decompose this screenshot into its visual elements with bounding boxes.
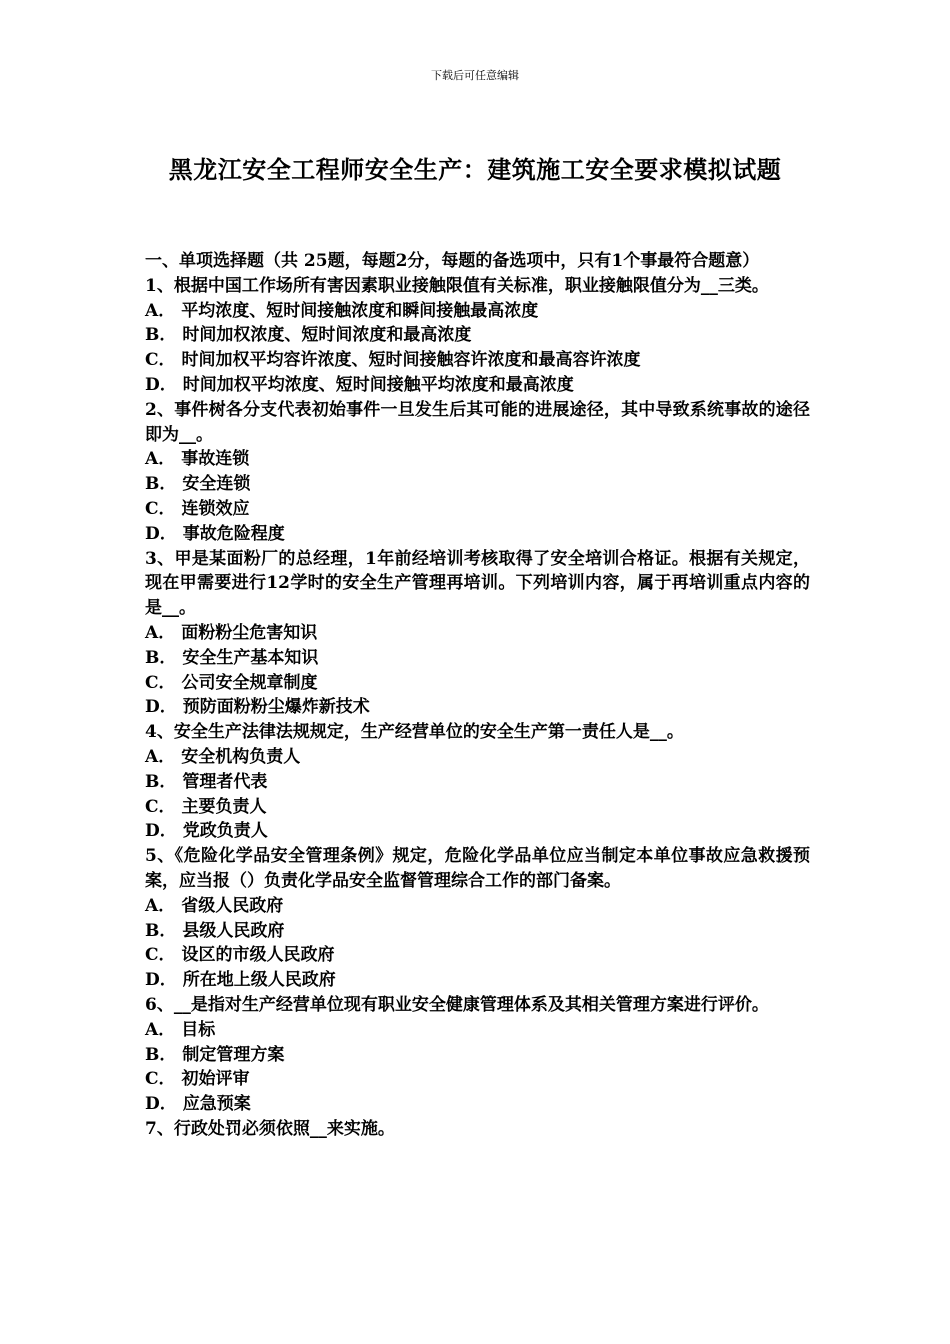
option-text: 目标 <box>181 1019 216 1040</box>
answer-option <box>145 1043 810 1068</box>
answer-option <box>145 323 810 348</box>
question-block <box>145 844 810 993</box>
option-letter: D． <box>145 1094 177 1115</box>
option-text: 时间加权浓度、短时间浓度和最高浓度 <box>182 325 472 346</box>
option-text: 安全机构负责人 <box>181 746 301 767</box>
option-text: 省级人民政府 <box>181 895 284 916</box>
question-stem: 6、__是指对生产经营单位现有职业安全健康管理体系及其相关管理方案进行评价。 <box>145 994 769 1015</box>
option-letter: B． <box>145 771 177 792</box>
option-letter: D． <box>145 970 177 991</box>
answer-option <box>145 943 810 968</box>
question-stem: 7、行政处罚必须依照__来实施。 <box>145 1118 395 1139</box>
answer-option <box>145 770 810 795</box>
answer-option <box>145 819 810 844</box>
document-body <box>145 249 810 1142</box>
answer-option <box>145 447 810 472</box>
option-letter: C． <box>145 672 176 693</box>
answer-option <box>145 919 810 944</box>
option-letter: C． <box>145 796 176 817</box>
header-note: 下载后可任意编辑 <box>431 69 519 82</box>
answer-option <box>145 299 810 324</box>
answer-option <box>145 894 810 919</box>
option-letter: D． <box>145 821 177 842</box>
option-letter: B． <box>145 1044 177 1065</box>
option-letter: C． <box>145 1069 176 1090</box>
option-letter: A． <box>145 746 176 767</box>
question-block <box>145 720 810 844</box>
option-text: 公司安全规章制度 <box>181 672 318 693</box>
answer-option <box>145 348 810 373</box>
option-letter: A． <box>145 895 176 916</box>
answer-option <box>145 695 810 720</box>
question-stem: 3、甲是某面粉厂的总经理，1年前经培训考核取得了安全培训合格证。根据有关规定，现在甲需要进行12学时的安全生产管理再培训。下列培训内容，属于再培训重点内容的是__。 <box>145 548 810 619</box>
option-text: 所在地上级人民政府 <box>182 970 336 991</box>
option-text: 平均浓度、短时间接触浓度和瞬间接触最高浓度 <box>181 300 539 321</box>
option-letter: D． <box>145 697 177 718</box>
option-text: 初始评审 <box>181 1069 250 1090</box>
question-stem: 2、事件树各分支代表初始事件一旦发生后其可能的进展途径，其中导致系统事故的途径即为__。 <box>145 399 810 445</box>
option-text: 安全生产基本知识 <box>182 647 319 668</box>
option-text: 时间加权平均容许浓度、短时间接触容许浓度和最高容许浓度 <box>181 350 641 371</box>
question-block <box>145 993 810 1117</box>
question-stem: 1、根据中国工作场所有害因素职业接触限值有关标准，职业接触限值分为__三类。 <box>145 275 769 296</box>
answer-option <box>145 621 810 646</box>
option-letter: A． <box>145 300 176 321</box>
answer-option <box>145 745 810 770</box>
option-letter: B． <box>145 647 177 668</box>
question-list <box>145 274 810 1142</box>
option-text: 预防面粉粉尘爆炸新技术 <box>182 697 370 718</box>
option-letter: B． <box>145 325 177 346</box>
option-text: 面粉粉尘危害知识 <box>181 622 318 643</box>
option-text: 连锁效应 <box>181 498 250 519</box>
answer-option <box>145 671 810 696</box>
option-text: 时间加权平均浓度、短时间接触平均浓度和最高浓度 <box>182 374 574 395</box>
option-letter: C． <box>145 498 176 519</box>
option-letter: A． <box>145 449 176 470</box>
question-block <box>145 1117 810 1142</box>
answer-option <box>145 472 810 497</box>
option-letter: A． <box>145 622 176 643</box>
question-block <box>145 274 810 398</box>
answer-option <box>145 795 810 820</box>
option-letter: A． <box>145 1019 176 1040</box>
answer-option <box>145 1092 810 1117</box>
option-text: 事故连锁 <box>181 449 250 470</box>
option-letter: B． <box>145 920 177 941</box>
section-header: 一、单项选择题（共 25题，每题2分，每题的备选项中，只有1个事最符合题意） <box>145 251 760 271</box>
option-text: 管理者代表 <box>182 771 268 792</box>
option-text: 县级人民政府 <box>182 920 285 941</box>
answer-option <box>145 968 810 993</box>
question-block <box>145 547 810 721</box>
answer-option <box>145 497 810 522</box>
option-text: 安全连锁 <box>182 474 251 495</box>
option-text: 应急预案 <box>182 1094 251 1115</box>
answer-option <box>145 1018 810 1043</box>
question-block <box>145 398 810 547</box>
option-letter: B． <box>145 474 177 495</box>
option-text: 党政负责人 <box>182 821 268 842</box>
option-letter: C． <box>145 350 176 371</box>
answer-option <box>145 373 810 398</box>
question-stem: 5、《危险化学品安全管理条例》规定，危险化学品单位应当制定本单位事故应急救援预案，应当报（）负责化学品安全监督管理综合工作的部门备案。 <box>145 846 810 891</box>
question-stem: 4、安全生产法律法规规定，生产经营单位的安全生产第一责任人是__。 <box>145 722 684 743</box>
option-text: 设区的市级人民政府 <box>181 945 335 966</box>
option-letter: D． <box>145 374 177 395</box>
option-letter: D． <box>145 523 177 544</box>
answer-option <box>145 1067 810 1092</box>
document-title: 黑龙江安全工程师安全生产：建筑施工安全要求模拟试题 <box>168 155 782 184</box>
option-text: 事故危险程度 <box>182 523 285 544</box>
answer-option <box>145 646 810 671</box>
option-text: 制定管理方案 <box>182 1044 285 1065</box>
option-letter: C． <box>145 945 176 966</box>
answer-option <box>145 522 810 547</box>
option-text: 主要负责人 <box>181 796 267 817</box>
